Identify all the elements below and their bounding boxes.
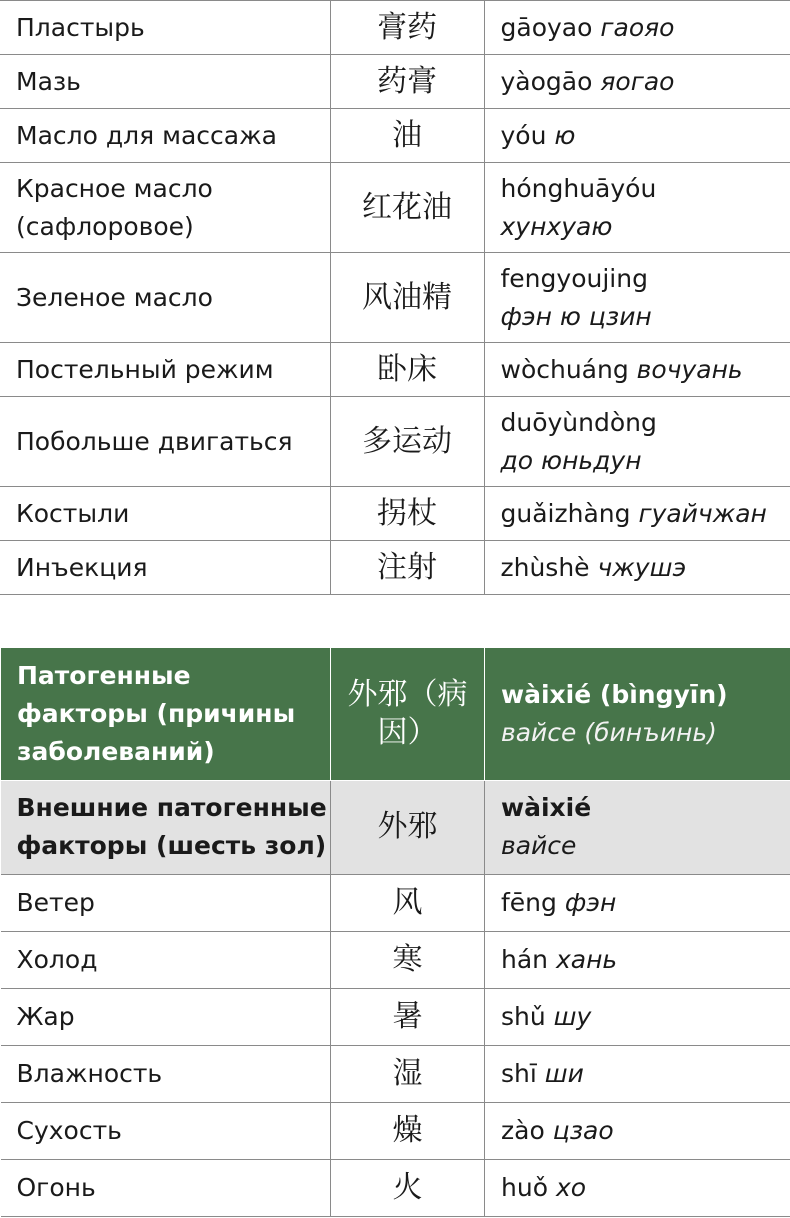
table-row [0, 109, 790, 163]
chinese-term: 红花油 [330, 163, 484, 253]
table-row [0, 343, 790, 397]
table-row [0, 397, 790, 487]
pinyin: shǔ [501, 1001, 546, 1031]
pinyin-cell [484, 163, 790, 253]
chinese-term: 湿 [331, 1045, 485, 1102]
chinese-term: 卧床 [330, 343, 484, 397]
russian-term: Зеленое масло [0, 253, 330, 343]
table-row [1, 1102, 790, 1159]
pinyin-cell [484, 541, 790, 595]
pinyin-cell [485, 874, 790, 931]
russian-term: Красное масло (сафлоровое) [0, 163, 330, 253]
subheader-chinese: 外邪 [331, 780, 485, 874]
pinyin-cell [484, 397, 790, 487]
pinyin: zào [501, 1115, 545, 1145]
transliteration: шу [553, 1001, 592, 1031]
transliteration: вайсе (бинъинь) [501, 717, 717, 747]
pinyin-cell [484, 55, 790, 109]
pinyin-cell [484, 1, 790, 55]
transliteration: яогао [600, 66, 675, 96]
pinyin: hónghuāyóu [500, 173, 657, 203]
table-subheader-row [1, 780, 790, 874]
pinyin-cell [485, 988, 790, 1045]
header-pinyin [485, 648, 790, 780]
russian-term: Холод [1, 931, 331, 988]
transliteration: хань [555, 944, 618, 974]
russian-term: Жар [1, 988, 331, 1045]
chinese-term: 寒 [331, 931, 485, 988]
header-russian: Патогенные факторы (причины заболеваний) [1, 648, 331, 780]
russian-term: Пластырь [0, 1, 330, 55]
transliteration: чжушэ [597, 552, 687, 582]
table-row [0, 253, 790, 343]
header-chinese: 外邪（病 因） [331, 648, 485, 780]
transliteration: ши [544, 1058, 584, 1088]
chinese-term: 药膏 [330, 55, 484, 109]
transliteration: до юньдун [500, 445, 642, 475]
pinyin-cell [484, 253, 790, 343]
table-row [1, 1045, 790, 1102]
pinyin: gāoyao [500, 12, 593, 42]
pinyin-cell [485, 1102, 790, 1159]
pinyin-cell [484, 487, 790, 541]
transliteration: гаояо [600, 12, 675, 42]
russian-term: Влажность [1, 1045, 331, 1102]
pinyin: hán [501, 944, 549, 974]
pinyin: fengyoujing [500, 263, 648, 293]
table-row [0, 163, 790, 253]
transliteration: гуайчжан [638, 498, 767, 528]
pinyin: wàixié [501, 793, 592, 822]
chinese-term: 燥 [331, 1102, 485, 1159]
russian-term: Огонь [1, 1159, 331, 1216]
table-row [0, 55, 790, 109]
transliteration: ю [554, 120, 576, 150]
russian-term: Сухость [1, 1102, 331, 1159]
transliteration: фэн ю цзин [500, 301, 652, 331]
pinyin: yóu [500, 120, 555, 150]
russian-term: Постельный режим [0, 343, 330, 397]
pinyin-cell [485, 931, 790, 988]
russian-term: Ветер [1, 874, 331, 931]
chinese-term: 拐杖 [330, 487, 484, 541]
chinese-term: 膏药 [330, 1, 484, 55]
table-row [0, 541, 790, 595]
chinese-term: 暑 [331, 988, 485, 1045]
pinyin: zhùshè [500, 552, 598, 582]
pinyin-cell [484, 109, 790, 163]
transliteration: цзао [552, 1115, 614, 1145]
pinyin: duōyùndòng [500, 407, 657, 437]
chinese-term: 油 [330, 109, 484, 163]
chinese-term: 风油精 [330, 253, 484, 343]
pinyin-cell [485, 1045, 790, 1102]
subheader-pinyin [485, 780, 790, 874]
transliteration: фэн [564, 887, 617, 917]
pinyin: wòchuáng [500, 354, 629, 384]
transliteration: хунхуаю [500, 211, 613, 241]
table-header-row [1, 648, 790, 780]
transliteration: вайсе [501, 831, 577, 860]
pinyin-cell [484, 343, 790, 397]
chinese-term: 注射 [330, 541, 484, 595]
pinyin: guǎizhàng [500, 498, 631, 528]
table-row [1, 931, 790, 988]
subheader-russian: Внешние патогенные факторы (шесть зол) [1, 780, 331, 874]
pathogenic-factors-table [0, 648, 790, 1217]
russian-term: Масло для массажа [0, 109, 330, 163]
table-row [1, 874, 790, 931]
transliteration: хо [555, 1172, 587, 1202]
russian-term: Инъекция [0, 541, 330, 595]
russian-term: Мазь [0, 55, 330, 109]
pinyin: yàogāo [500, 66, 593, 96]
table-row [0, 1, 790, 55]
pinyin: fēng [501, 887, 557, 917]
chinese-term: 火 [331, 1159, 485, 1216]
russian-term: Костыли [0, 487, 330, 541]
remedies-table [0, 0, 790, 595]
table-row [1, 1159, 790, 1216]
chinese-term: 多运动 [330, 397, 484, 487]
russian-term: Побольше двигаться [0, 397, 330, 487]
pinyin-cell [485, 1159, 790, 1216]
chinese-term: 风 [331, 874, 485, 931]
table-row [0, 487, 790, 541]
table-row [1, 988, 790, 1045]
pinyin: huǒ [501, 1172, 548, 1202]
pinyin: shī [501, 1058, 537, 1088]
pinyin: wàixié (bìngyīn) [501, 679, 728, 709]
transliteration: вочуань [636, 354, 743, 384]
